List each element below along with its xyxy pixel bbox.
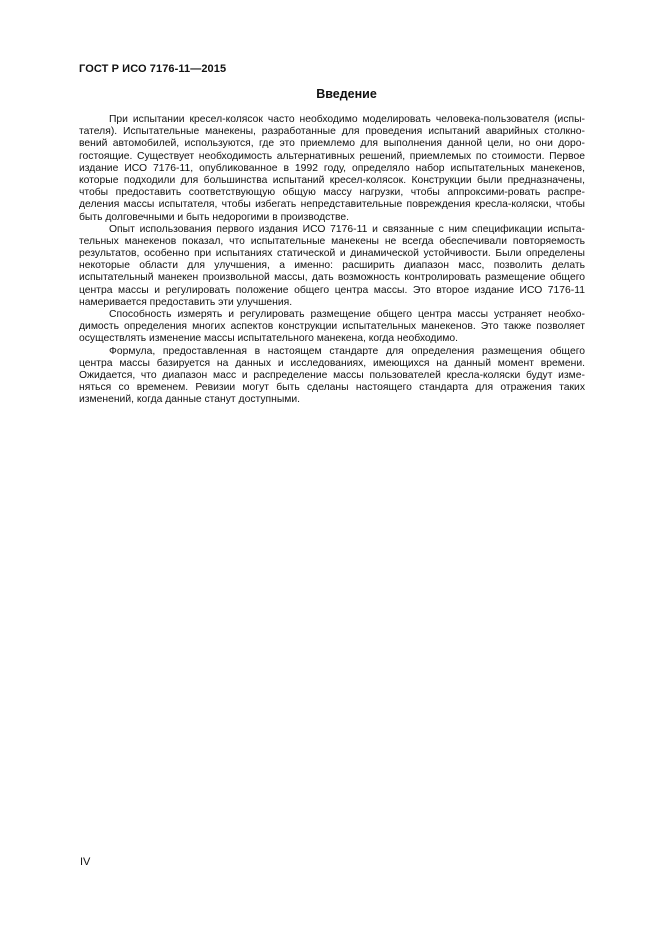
standard-designation-header: ГОСТ Р ИСО 7176-11—2015 <box>79 63 227 75</box>
paragraph-4 <box>79 346 585 407</box>
text-line: намеривается предоставить эти улучшения. <box>79 296 293 308</box>
paragraph-2 <box>79 224 585 309</box>
text-line: быть долговечными и быть недорогими в производстве. <box>79 211 350 223</box>
paragraph-1 <box>79 114 585 224</box>
text-line: деления массы испытателя, чтобы избегать непредставительные повреждения кресла-коляски, чтобы <box>79 199 585 211</box>
text-line: некоторые области для улучшения, а именно: расширить диапазон масс, позволить делать <box>79 260 585 272</box>
text-line: чтобы предоставить соответствующую общую массу нагрузки, чтобы аппроксими-ровать распре- <box>79 187 585 199</box>
text-line: изменений, когда данные станут доступными. <box>79 394 301 406</box>
text-line: Ожидается, что диапазон масс и распределение массы пользователей кресла-коляски будут изме- <box>79 369 585 381</box>
text-line: центра массы и регулировать положение общего центра массы. Это второе издание ИСО 7176-11 <box>79 284 585 296</box>
text-line: няться со временем. Ревизии могут быть сделаны настоящего стандарта для отражения таких <box>79 382 585 394</box>
text-line: вений автомобилей, используются, где это приемлемо для выполнения данной цели, но они доро- <box>79 138 585 150</box>
page-number: IV <box>80 856 91 868</box>
text-line: результатов, особенно при испытаниях статической и динамической устойчивости. Были определены <box>79 248 585 260</box>
section-title-introduction: Введение <box>316 87 377 101</box>
text-line: гостоящие. Существует необходимость альтернативных решений, приемлемых по стоимости. Первое <box>79 150 585 162</box>
text-line: Опыт использования первого издания ИСО 7176-11 и связанные с ним спецификации испыта- <box>109 223 585 235</box>
text-line: При испытании кресел-колясок часто необходимо моделировать человека-пользователя (испы- <box>109 114 585 125</box>
text-line: которые подходили для большинства испытаний кресел-колясок. Конструкции были предназначены, <box>79 174 585 186</box>
text-line: тельных манекенов показал, что испытательные манекены не всегда обеспечивали повторяемость <box>79 235 585 247</box>
text-line: Формула, предоставленная в настоящем стандарте для определения размещения общего <box>109 345 585 357</box>
text-line: центра массы базируется на данных и исследованиях, имеющихся на данный момент времени. <box>79 357 585 369</box>
introduction-body <box>79 114 585 407</box>
text-line: испытательный манекен произвольной массы, дать возможность контролировать размещение общего <box>79 272 585 284</box>
text-line: димость определения многих аспектов конструкции испытательных манекенов. Это также позволяет <box>79 321 585 333</box>
text-line: Способность измерять и регулировать размещение общего центра массы устраняет необхо- <box>109 309 585 320</box>
text-line: осуществлять изменение массы испытательного манекена, когда необходимо. <box>79 333 458 345</box>
text-line: тателя). Испытательные манекены, разработанные для проведения испытаний аварийных столкно- <box>79 126 585 138</box>
text-line: издание ИСО 7176-11, опубликованное в 1992 году, определяло набор испытательных манекенов, <box>79 162 585 174</box>
paragraph-3 <box>79 309 585 346</box>
